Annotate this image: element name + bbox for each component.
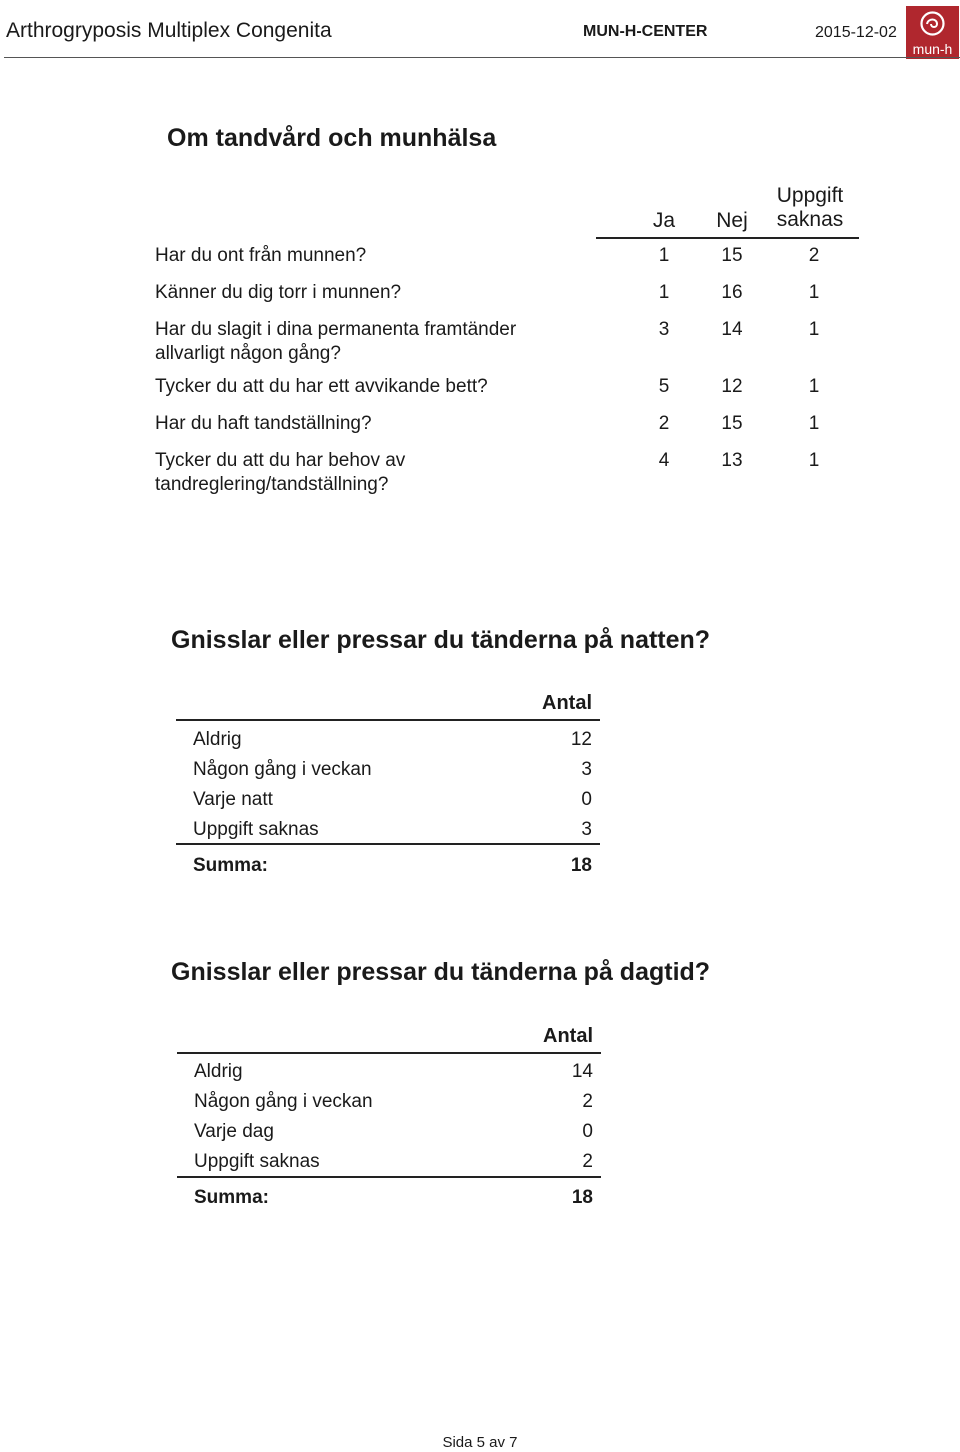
table-header-rule	[176, 719, 600, 721]
sum-label: Summa:	[193, 855, 268, 876]
answer-nej: 12	[721, 376, 743, 397]
question-text: tandreglering/tandställning?	[155, 474, 389, 495]
answer-uppgift-saknas: 1	[808, 450, 820, 471]
sum-value: 18	[570, 855, 592, 876]
document-title: Arthrogryposis Multiplex Congenita	[6, 19, 332, 42]
document-date: 2015-12-02	[815, 24, 897, 41]
answer-nej: 15	[721, 245, 743, 266]
answer-ja: 1	[658, 245, 670, 266]
logo-text: mun-h	[912, 41, 953, 57]
answer-ja: 1	[658, 282, 670, 303]
sum-label: Summa:	[194, 1187, 269, 1208]
answer-nej: 13	[721, 450, 743, 471]
column-header-uppgift-saknas	[764, 184, 856, 232]
list-item-label: Aldrig	[194, 1061, 243, 1082]
answer-ja: 2	[658, 413, 670, 434]
table-header-rule	[596, 237, 859, 239]
list-item-label: Uppgift saknas	[194, 1151, 320, 1172]
section-title-day-grinding: Gnisslar eller pressar du tänderna på dagtid?	[171, 958, 711, 986]
question-text: allvarligt någon gång?	[155, 343, 341, 364]
list-item-value: 2	[582, 1091, 593, 1112]
question-text: Har du ont från munnen?	[155, 245, 367, 266]
question-text: Tycker du att du har ett avvikande bett?	[155, 376, 488, 397]
answer-nej: 15	[721, 413, 743, 434]
page-number: Sida 5 av 7	[442, 1434, 518, 1451]
section-title-night-grinding: Gnisslar eller pressar du tänderna på natten?	[171, 626, 711, 654]
list-item-value: 0	[582, 1121, 593, 1142]
list-item-value: 14	[571, 1061, 593, 1082]
mun-h-logo	[906, 6, 959, 59]
list-item-value: 2	[582, 1151, 593, 1172]
list-item-label: Någon gång i veckan	[194, 1091, 373, 1112]
list-item-label: Varje dag	[194, 1121, 274, 1142]
question-text: Har du slagit i dina permanenta framtänder	[155, 319, 517, 340]
column-header-nej: Nej	[716, 209, 748, 232]
list-item-value: 3	[581, 819, 592, 840]
logo-swirl-icon	[919, 10, 946, 37]
list-item-label: Aldrig	[193, 729, 242, 750]
question-text: Har du haft tandställning?	[155, 413, 372, 434]
table-header-rule	[177, 1052, 601, 1054]
question-text: Känner du dig torr i munnen?	[155, 282, 402, 303]
answer-nej: 14	[721, 319, 743, 340]
table-sum-rule	[177, 1176, 601, 1178]
column-header-line: saknas	[776, 208, 844, 231]
answer-ja: 3	[658, 319, 670, 340]
table-sum-rule	[176, 843, 600, 845]
sum-value: 18	[571, 1187, 593, 1208]
answer-ja: 4	[658, 450, 670, 471]
list-item-value: 0	[581, 789, 592, 810]
list-item-value: 3	[581, 759, 592, 780]
center-name: MUN-H-CENTER	[583, 23, 708, 40]
list-item-label: Någon gång i veckan	[193, 759, 372, 780]
answer-ja: 5	[658, 376, 670, 397]
answer-uppgift-saknas: 1	[808, 282, 820, 303]
section-title-oral-health: Om tandvård och munhälsa	[167, 124, 497, 152]
answer-uppgift-saknas: 1	[808, 413, 820, 434]
answer-uppgift-saknas: 2	[808, 245, 820, 266]
column-header-line: Uppgift	[776, 184, 844, 207]
column-header-ja: Ja	[652, 209, 676, 232]
question-text: Tycker du att du har behov av	[155, 450, 406, 471]
list-item-value: 12	[570, 729, 592, 750]
list-item-label: Varje natt	[193, 789, 273, 810]
header-divider	[4, 57, 960, 58]
column-header-antal: Antal	[543, 1025, 593, 1047]
column-header-antal: Antal	[542, 692, 592, 714]
answer-uppgift-saknas: 1	[808, 376, 820, 397]
answer-nej: 16	[721, 282, 743, 303]
list-item-label: Uppgift saknas	[193, 819, 319, 840]
answer-uppgift-saknas: 1	[808, 319, 820, 340]
